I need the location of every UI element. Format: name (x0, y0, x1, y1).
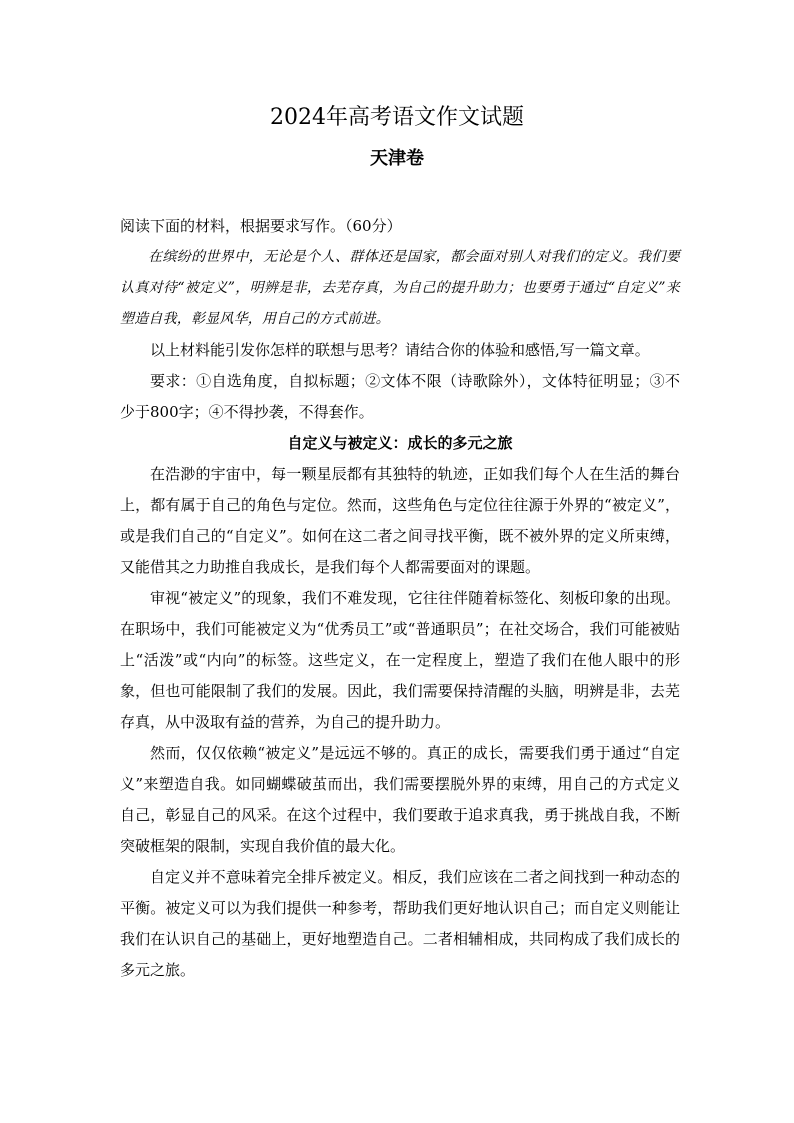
prompt-text: 以上材料能引发你怎样的联想与思考？请结合你的体验和感悟,写一篇文章。 (150, 341, 650, 359)
page-title: 2024年高考语文作文试题 (270, 105, 524, 130)
document-body (120, 211, 680, 986)
requirements-text: 要求：①自选角度，自拟标题；②文体不限（诗歌除外），文体特征明显；③不少于800字；④不得抄袭，不得套作。 (120, 372, 680, 421)
essay-title: 自定义与被定义：成长的多元之旅 (287, 434, 513, 452)
essay-paragraph: 审视“被定义”的现象，我们不难发现，它往往伴随着标签化、刻板印象的出现。在职场中，我们可能被定义为“优秀员工”或“普通职员”；在社交场合，我们可能被贴上“活泼”或“内向”的标签。这些定义，在一定程度上，塑造了我们在他人眼中的形象，但也可能限制了我们的发展。因此，我们需要保持清醒的头脑，明辨是非，去芜存真，从中汲取有益的营养，为自己的提升助力。 (120, 589, 680, 731)
essay-paragraph: 在浩渺的宇宙中，每一颗星辰都有其独特的轨迹，正如我们每个人在生活的舞台上，都有属于自己的角色与定位。然而，这些角色与定位往往源于外界的“被定义”，或是我们自己的“自定义”。如何在这二者之间寻找平衡，既不被外界的定义所束缚，又能借其之力助推自我成长，是我们每个人都需要面对的课题。 (120, 465, 680, 576)
material-text: 在缤纷的世界中，无论是个人、群体还是国家，都会面对别人对我们的定义。我们要认真对待“被定义”，明辨是非，去芜存真，为自己的提升助力；也要勇于通过“自定义”来塑造自我，彰显风华，用自己的方式前进。 (120, 249, 680, 327)
page-subtitle: 天津卷 (370, 148, 424, 169)
instruction-text: 阅读下面的材料，根据要求写作。（60分） (120, 217, 402, 235)
essay-paragraph: 然而，仅仅依赖“被定义”是远远不够的。真正的成长，需要我们勇于通过“自定义”来塑造自我。如同蝴蝶破茧而出，我们需要摆脱外界的束缚，用自己的方式定义自己，彰显自己的风采。在这个过程中，我们要敢于追求真我，勇于挑战自我，不断突破框架的限制，实现自我价值的最大化。 (120, 744, 680, 855)
essay-paragraph: 自定义并不意味着完全排斥被定义。相反，我们应该在二者之间找到一种动态的平衡。被定义可以为我们提供一种参考，帮助我们更好地认识自己；而自定义则能让我们在认识自己的基础上，更好地塑造自己。二者相辅相成，共同构成了我们成长的多元之旅。 (120, 868, 680, 979)
